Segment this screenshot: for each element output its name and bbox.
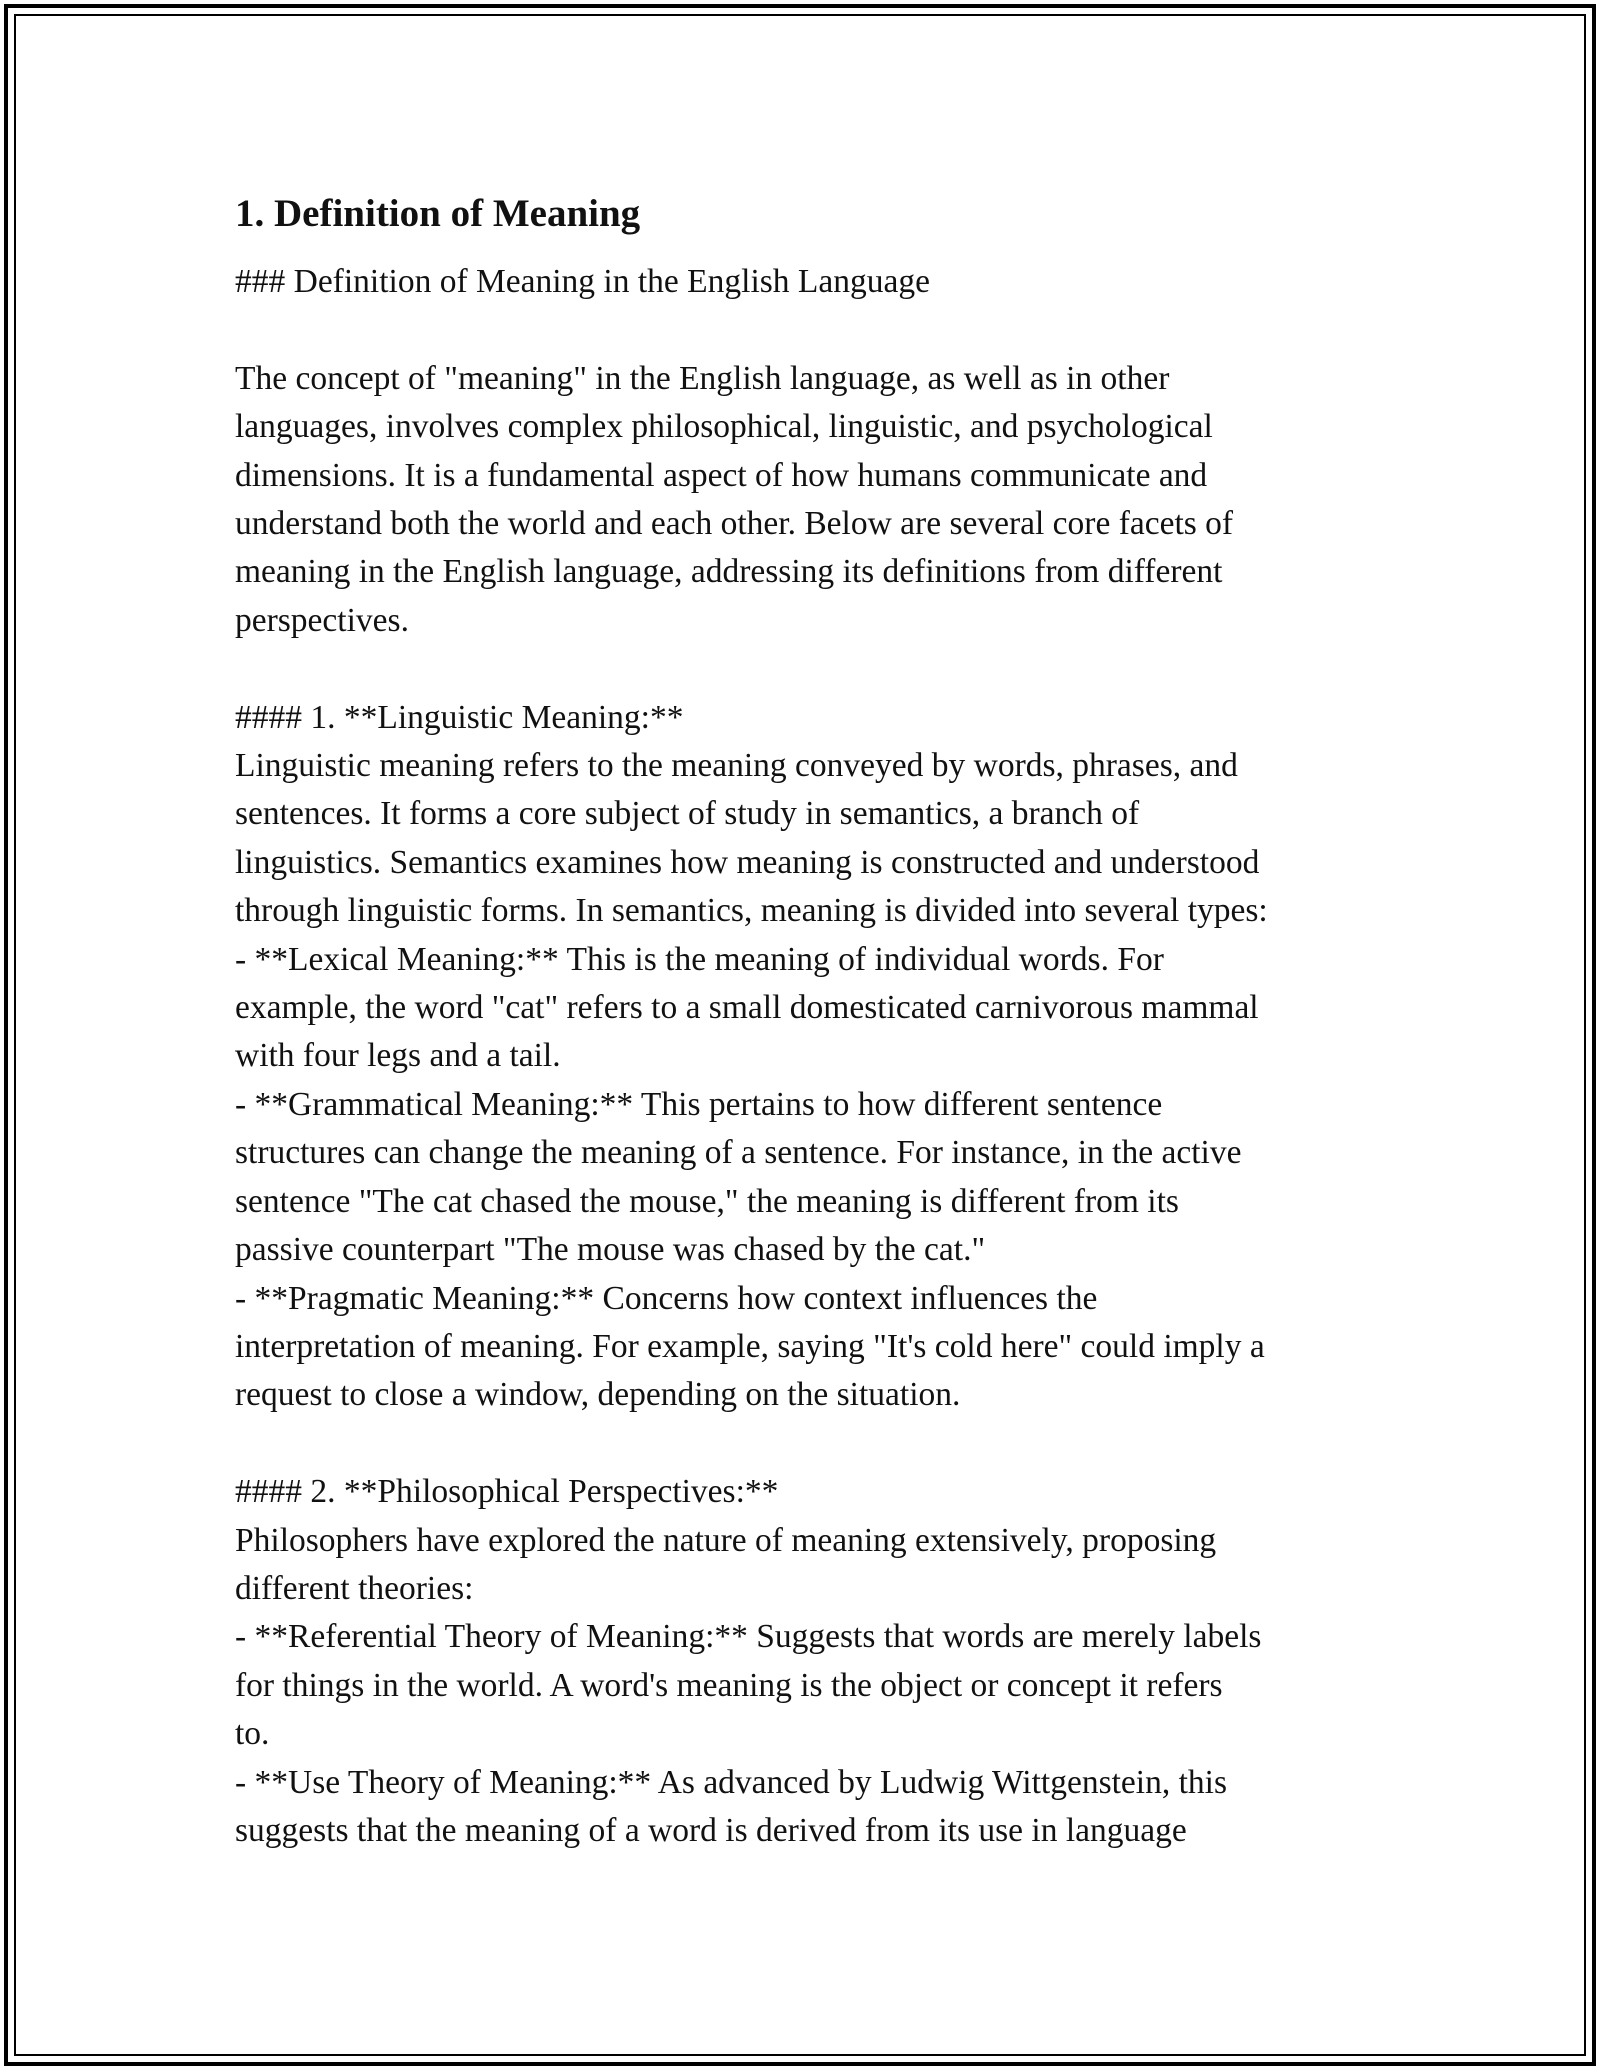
document-body <box>235 186 1385 1855</box>
text-line: Linguistic meaning refers to the meaning conveyed by words, phrases, and <box>235 747 1238 785</box>
text-line: languages, involves complex philosophical, linguistic, and psychological <box>235 408 1213 446</box>
text-line: suggests that the meaning of a word is derived from its use in language <box>235 1811 1187 1849</box>
text-line: for things in the world. A word's meaning is the object or concept it refers <box>235 1666 1223 1704</box>
text-line: The concept of "meaning" in the English language, as well as in other <box>235 359 1170 397</box>
text-line: sentence "The cat chased the mouse," the meaning is different from its <box>235 1182 1179 1220</box>
text-line: sentences. It forms a core subject of study in semantics, a branch of <box>235 795 1140 833</box>
text-line: - **Referential Theory of Meaning:** Suggests that words are merely labels <box>235 1618 1262 1656</box>
text-line: linguistics. Semantics examines how meaning is constructed and understood <box>235 843 1260 881</box>
text-line: #### 2. **Philosophical Perspectives:** <box>235 1473 779 1511</box>
text-line: different theories: <box>235 1569 474 1607</box>
text-line: - **Pragmatic Meaning:** Concerns how context influences the <box>235 1279 1098 1317</box>
text-line: - **Grammatical Meaning:** This pertains to how different sentence <box>235 1085 1163 1123</box>
page-title: 1. Definition of Meaning <box>235 192 641 235</box>
text-line: passive counterpart "The mouse was chased by the cat." <box>235 1231 986 1269</box>
text-line: structures can change the meaning of a sentence. For instance, in the active <box>235 1134 1242 1172</box>
text-line: to. <box>235 1715 270 1753</box>
text-line: with four legs and a tail. <box>235 1037 561 1075</box>
text-line: #### 1. **Linguistic Meaning:** <box>235 698 684 736</box>
blank-line <box>235 306 1385 354</box>
text-line: dimensions. It is a fundamental aspect of how humans communicate and <box>235 456 1208 494</box>
text-line: perspectives. <box>235 601 409 639</box>
text-line: example, the word "cat" refers to a small domesticated carnivorous mammal <box>235 989 1259 1027</box>
text-line: through linguistic forms. In semantics, meaning is divided into several types: <box>235 892 1268 930</box>
text-line: understand both the world and each other. Below are several core facets of <box>235 505 1234 543</box>
text-line: Philosophers have explored the nature of meaning extensively, proposing <box>235 1521 1217 1559</box>
blank-line <box>235 645 1385 693</box>
text-line: - **Use Theory of Meaning:** As advanced by Ludwig Wittgenstein, this <box>235 1763 1228 1801</box>
text-line: ### Definition of Meaning in the English Language <box>235 263 930 300</box>
text-line: - **Lexical Meaning:** This is the meaning of individual words. For <box>235 940 1164 978</box>
text-lines <box>235 258 1385 1855</box>
text-line: meaning in the English language, addressing its definitions from different <box>235 553 1223 591</box>
text-line: request to close a window, depending on the situation. <box>235 1376 961 1414</box>
text-line: interpretation of meaning. For example, saying "It's cold here" could imply a <box>235 1327 1265 1365</box>
blank-line <box>235 1420 1385 1468</box>
